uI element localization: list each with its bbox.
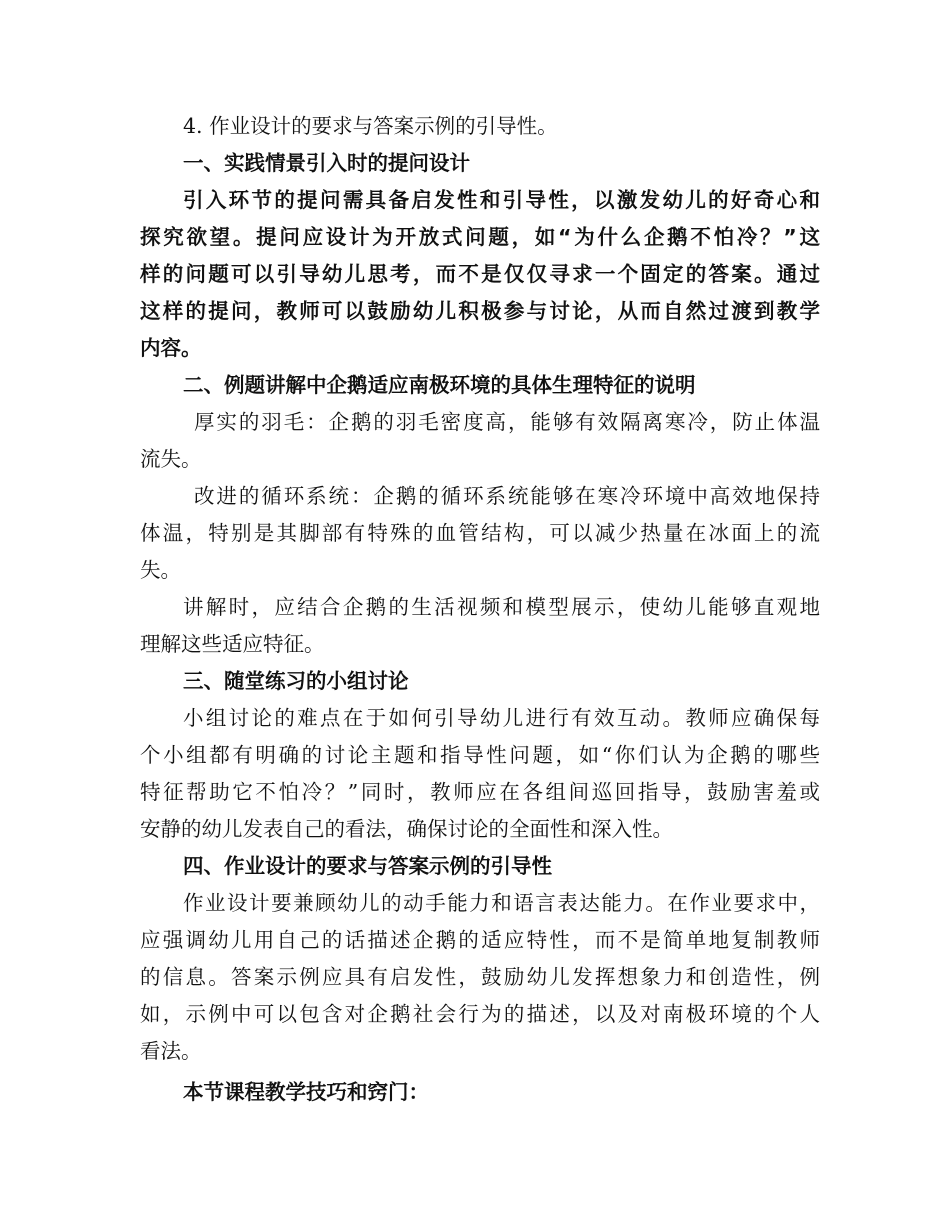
paragraph-line: 体温，特别是其脚部有特殊的血管结构，可以减少热量在冰面上的流 xyxy=(140,521,820,545)
list-item-4: 4. 作业设计的要求与答案示例的引导性。 xyxy=(183,114,558,138)
paragraph-line: 讲解时，应结合企鹅的生活视频和模型展示，使幼儿能够直观地 xyxy=(183,595,820,619)
bold-paragraph-line: 这样的提问，教师可以鼓励幼儿积极参与讨论，从而自然过渡到教学 xyxy=(140,299,820,323)
closing-heading: 本节课程教学技巧和窍门： xyxy=(183,1080,429,1104)
paragraph-line: 作业设计要兼顾幼儿的动手能力和语言表达能力。在作业要求中， xyxy=(183,891,820,915)
paragraph-line: 小组讨论的难点在于如何引导幼儿进行有效互动。教师应确保每 xyxy=(183,706,820,730)
paragraph-line: 的信息。答案示例应具有启发性，鼓励幼儿发挥想象力和创造性，例 xyxy=(140,965,820,989)
paragraph-line: 应强调幼儿用自己的话描述企鹅的适应特性，而不是简单地复制教师 xyxy=(140,928,820,952)
bold-paragraph-line: 样的问题可以引导幼儿思考，而不是仅仅寻求一个固定的答案。通过 xyxy=(140,262,820,286)
paragraph-line: 改进的循环系统：企鹅的循环系统能够在寒冷环境中高效地保持 xyxy=(194,484,820,508)
bold-paragraph-line: 引入环节的提问需具备启发性和引导性，以激发幼儿的好奇心和 xyxy=(183,188,820,212)
paragraph-line: 流失。 xyxy=(140,447,202,471)
paragraph-line: 安静的幼儿发表自己的看法，确保讨论的全面性和深入性。 xyxy=(140,817,673,841)
section-heading-4: 四、作业设计的要求与答案示例的引导性 xyxy=(183,854,552,878)
paragraph-line: 个小组都有明确的讨论主题和指导性问题，如“你们认为企鹅的哪些 xyxy=(140,743,820,767)
paragraph-line: 如，示例中可以包含对企鹅社会行为的描述，以及对南极环境的个人 xyxy=(140,1002,820,1026)
section-heading-1: 一、实践情景引入时的提问设计 xyxy=(183,151,470,175)
paragraph-line: 看法。 xyxy=(140,1039,202,1063)
bold-paragraph-line: 探究欲望。提问应设计为开放式问题，如“为什么企鹅不怕冷？”这 xyxy=(140,225,820,249)
paragraph-line: 失。 xyxy=(140,558,181,582)
paragraph-line: 特征帮助它不怕冷？”同时，教师应在各组间巡回指导，鼓励害羞或 xyxy=(140,780,820,804)
paragraph-line: 理解这些适应特征。 xyxy=(140,632,325,656)
paragraph-line: 厚实的羽毛：企鹅的羽毛密度高，能够有效隔离寒冷，防止体温 xyxy=(194,410,820,434)
section-heading-2: 二、例题讲解中企鹅适应南极环境的具体生理特征的说明 xyxy=(183,373,696,397)
section-heading-3: 三、随堂练习的小组讨论 xyxy=(183,669,409,693)
bold-paragraph-line: 内容。 xyxy=(140,336,202,360)
